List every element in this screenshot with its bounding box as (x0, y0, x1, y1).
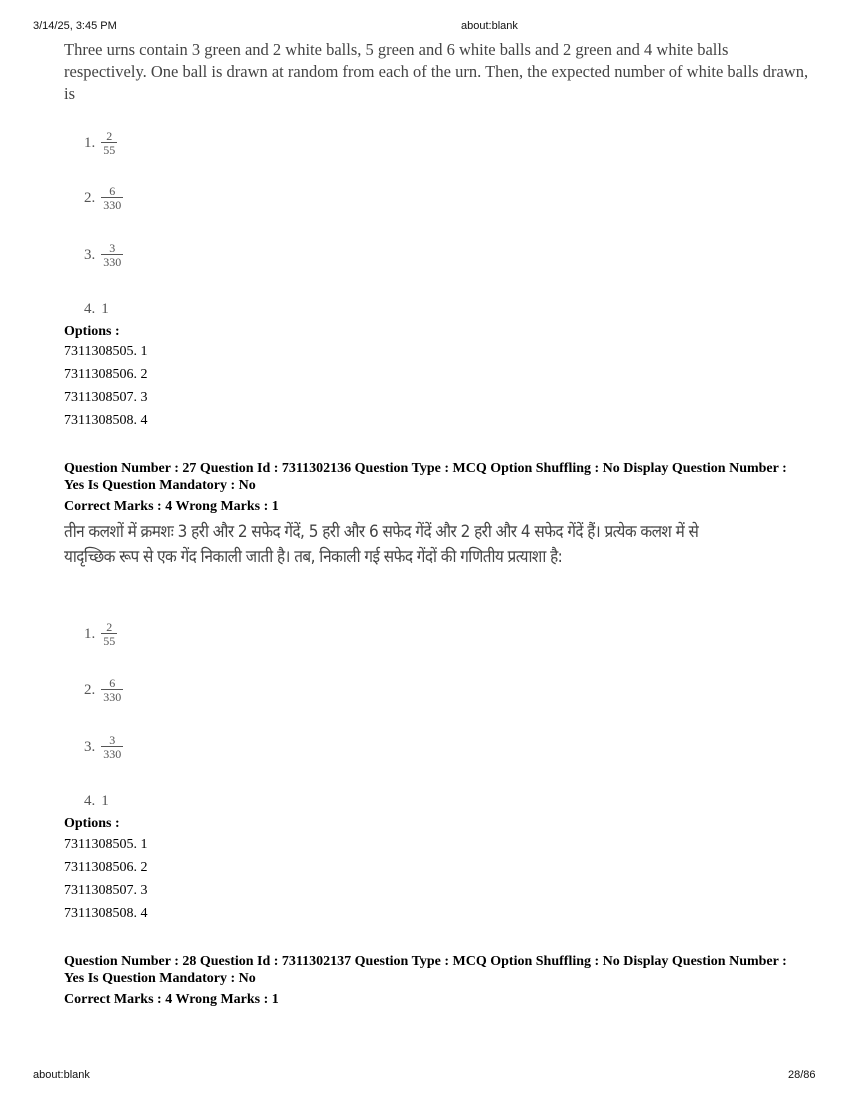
choice-label: 1. (84, 134, 96, 151)
choice-1 (84, 130, 117, 156)
choice-label: 4. (84, 793, 96, 809)
option-id: 7311308506. 2 (64, 367, 148, 382)
print-datetime: 3/14/25, 3:45 PM (33, 20, 117, 32)
footer-url: about:blank (33, 1069, 90, 1081)
numerator: 6 (109, 676, 116, 690)
fraction (101, 130, 117, 156)
option-id: 7311308508. 4 (64, 906, 148, 921)
numerator: 2 (106, 129, 113, 143)
denominator: 55 (103, 143, 116, 157)
denominator: 55 (103, 634, 116, 648)
fraction (101, 734, 123, 760)
choice-3 (84, 242, 123, 268)
option-id: 7311308506. 2 (64, 860, 148, 875)
numerator: 3 (109, 241, 116, 255)
option-id: 7311308505. 1 (64, 344, 148, 359)
choice-label: 2. (84, 681, 96, 698)
numerator: 3 (109, 733, 116, 747)
choice-value: 1 (101, 301, 109, 317)
choice-label: 3. (84, 246, 96, 263)
page-number: 28/86 (788, 1069, 816, 1081)
question-meta: Question Number : 28 Question Id : 7311302137 Question Type : MCQ Option Shuffling : No Display Question Number : Yes Is Question Mandatory : No (64, 954, 787, 986)
denominator: 330 (103, 255, 122, 269)
denominator: 330 (103, 690, 122, 704)
fraction (101, 185, 123, 211)
numerator: 6 (109, 184, 116, 198)
choice-2 (84, 677, 123, 703)
options-list (64, 340, 147, 432)
option-id: 7311308507. 3 (64, 390, 148, 405)
choice-3 (84, 734, 123, 760)
question-text-hindi: तीन कलशों में क्रमशः 3 हरी और 2 सफेद गेंदें, 5 हरी और 6 सफेद गेंदें और 2 हरी और 4 सफेद गेंदें हैं। प्रत्येक कलश में से यादृच्छिक रूप से एक गेंद निकाली जाती है। तब, निकाली गई सफेद गेंदों की गणितीय प्रत्याशा है: (64, 522, 699, 567)
fraction (101, 677, 123, 703)
denominator: 330 (103, 198, 122, 212)
choice-label: 4. (84, 301, 96, 317)
choice-label: 3. (84, 738, 96, 755)
choice-4 (84, 793, 109, 810)
option-id: 7311308507. 3 (64, 883, 148, 898)
options-list (64, 833, 147, 925)
fraction (101, 621, 117, 647)
choice-label: 1. (84, 625, 96, 642)
choice-value: 1 (101, 793, 109, 809)
option-id: 7311308505. 1 (64, 837, 148, 852)
numerator: 2 (106, 620, 113, 634)
question-marks: Correct Marks : 4 Wrong Marks : 1 (64, 499, 279, 514)
choice-label: 2. (84, 189, 96, 206)
print-title: about:blank (461, 20, 518, 32)
question-text: Three urns contain 3 green and 2 white balls, 5 green and 6 white balls and 2 green and 4 white balls respectively. One ball is drawn at random from each of the urn. Then, the expected number of white balls drawn, is (64, 40, 809, 103)
denominator: 330 (103, 747, 122, 761)
options-label: Options : (64, 324, 120, 339)
option-id: 7311308508. 4 (64, 413, 148, 428)
choice-1 (84, 621, 117, 647)
question-marks: Correct Marks : 4 Wrong Marks : 1 (64, 992, 279, 1007)
choice-2 (84, 185, 123, 211)
options-label: Options : (64, 816, 120, 831)
choice-4 (84, 301, 109, 318)
question-meta: Question Number : 27 Question Id : 7311302136 Question Type : MCQ Option Shuffling : No Display Question Number : Yes Is Question Mandatory : No (64, 461, 787, 493)
fraction (101, 242, 123, 268)
